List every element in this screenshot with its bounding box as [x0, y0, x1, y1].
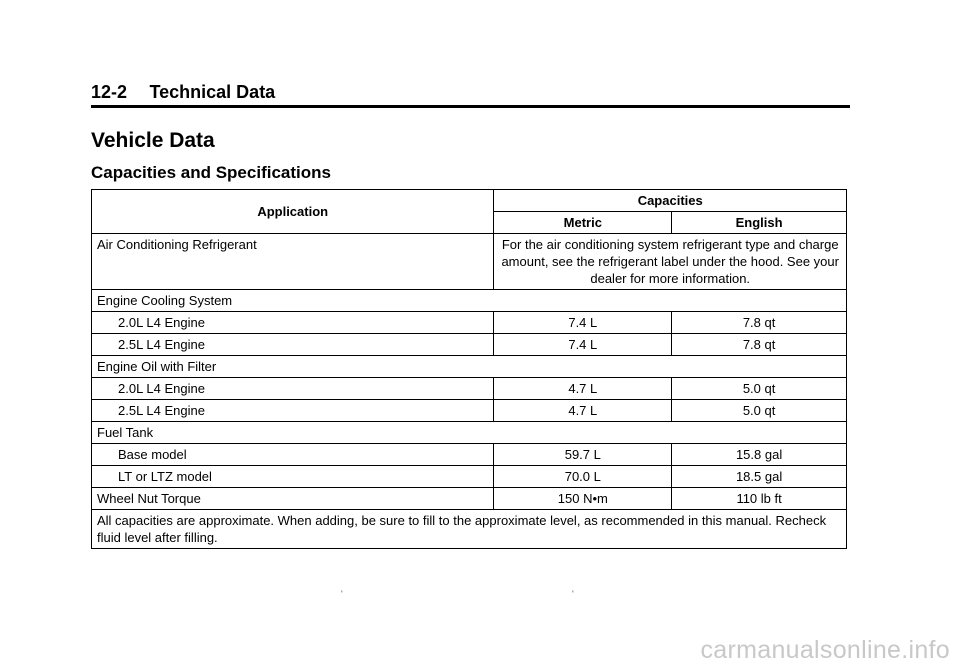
table-footnote-row — [92, 510, 847, 549]
row-label: 2.5L L4 Engine — [92, 334, 494, 356]
english-value: 7.8 qt — [672, 334, 847, 356]
table-row — [92, 488, 847, 510]
header-metric: Metric — [494, 212, 672, 234]
table-group-row — [92, 422, 847, 444]
chapter-title: Technical Data — [149, 82, 276, 102]
row-label: Wheel Nut Torque — [92, 488, 494, 510]
table-row — [92, 234, 847, 290]
english-value: 7.8 qt — [672, 312, 847, 334]
print-mark: ' — [341, 589, 343, 599]
english-value: 5.0 qt — [672, 400, 847, 422]
metric-value: 4.7 L — [494, 400, 672, 422]
group-label: Fuel Tank — [92, 422, 847, 444]
row-label: 2.0L L4 Engine — [92, 312, 494, 334]
metric-value: 59.7 L — [494, 444, 672, 466]
group-label: Engine Cooling System — [92, 290, 847, 312]
row-label: 2.0L L4 Engine — [92, 378, 494, 400]
footnote: All capacities are approximate. When adding, be sure to fill to the approximate level, as recommended in this manual. Recheck fluid level after filling. — [92, 510, 847, 549]
capacities-table — [91, 189, 847, 549]
metric-value: 70.0 L — [494, 466, 672, 488]
metric-value: 7.4 L — [494, 312, 672, 334]
table-row — [92, 466, 847, 488]
table-row — [92, 378, 847, 400]
page-header — [91, 82, 850, 108]
table-row — [92, 334, 847, 356]
english-value: 18.5 gal — [672, 466, 847, 488]
page-number: 12-2 — [91, 82, 128, 102]
ac-note: For the air conditioning system refrigerant type and charge amount, see the refrigerant label under the hood. See your dealer for more information. — [494, 234, 847, 290]
section-title: Vehicle Data — [91, 129, 215, 152]
table-group-row — [92, 290, 847, 312]
table-group-row — [92, 356, 847, 378]
metric-value: 150 N•m — [494, 488, 672, 510]
watermark: carmanualsonline.info — [700, 636, 950, 664]
english-value: 5.0 qt — [672, 378, 847, 400]
metric-value: 7.4 L — [494, 334, 672, 356]
header-application: Application — [92, 190, 494, 234]
english-value: 15.8 gal — [672, 444, 847, 466]
table-row — [92, 312, 847, 334]
row-label: Base model — [92, 444, 494, 466]
header-capacities: Capacities — [494, 190, 847, 212]
table-row — [92, 444, 847, 466]
english-value: 110 lb ft — [672, 488, 847, 510]
header-english: English — [672, 212, 847, 234]
print-mark: ' — [572, 589, 574, 599]
metric-value: 4.7 L — [494, 378, 672, 400]
group-label: Engine Oil with Filter — [92, 356, 847, 378]
table-row — [92, 400, 847, 422]
row-label: Air Conditioning Refrigerant — [92, 234, 494, 290]
row-label: LT or LTZ model — [92, 466, 494, 488]
subsection-title: Capacities and Specifications — [91, 163, 331, 182]
table-header-row — [92, 190, 847, 212]
row-label: 2.5L L4 Engine — [92, 400, 494, 422]
